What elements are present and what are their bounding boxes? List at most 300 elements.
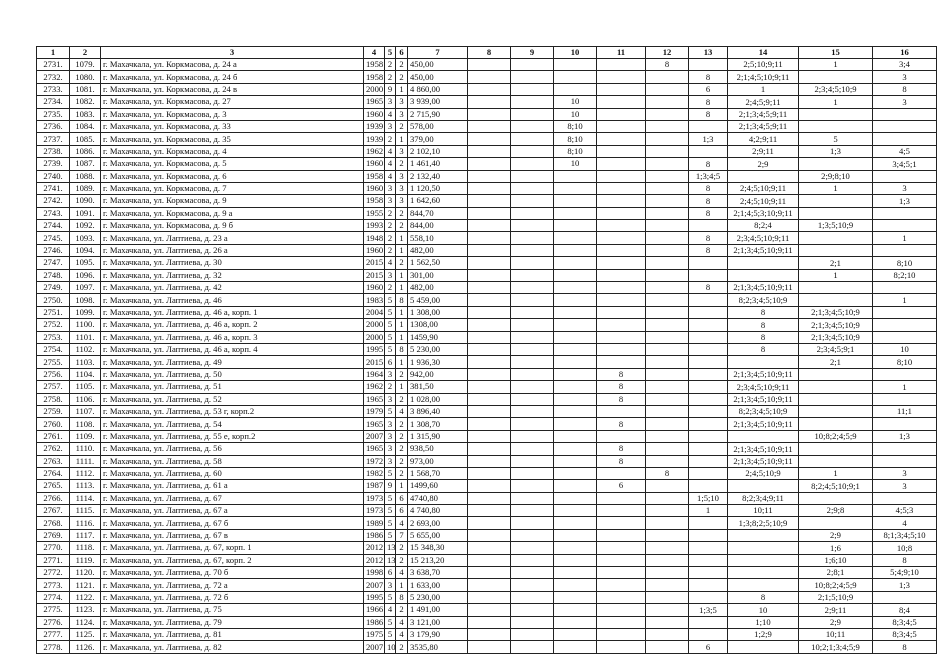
table-cell bbox=[597, 59, 646, 71]
table-cell: 4;5 bbox=[873, 145, 937, 157]
table-cell: 5 230,00 bbox=[408, 343, 468, 355]
table-cell bbox=[646, 331, 689, 343]
table-cell: г. Махачкала, ул. Коркмасова, д. 9 а bbox=[101, 207, 364, 219]
table-cell bbox=[554, 71, 597, 83]
table-cell: 2752. bbox=[37, 319, 70, 331]
table-cell bbox=[799, 158, 873, 170]
table-cell: 1 bbox=[396, 244, 408, 256]
table-cell: 1;6;10 bbox=[799, 554, 873, 566]
table-cell: 1099. bbox=[70, 306, 101, 318]
table-cell: 1 308,70 bbox=[408, 418, 468, 430]
table-cell bbox=[597, 71, 646, 83]
table-cell bbox=[511, 306, 554, 318]
table-cell: 3 939,00 bbox=[408, 96, 468, 108]
table-cell: 10;11 bbox=[728, 505, 799, 517]
table-cell bbox=[646, 393, 689, 405]
table-cell: 2 bbox=[385, 244, 396, 256]
table-cell bbox=[799, 368, 873, 380]
table-cell bbox=[511, 319, 554, 331]
table-cell: г. Махачкала, ул. Лаптиева, д. 75 bbox=[101, 604, 364, 616]
table-cell bbox=[468, 418, 511, 430]
table-cell bbox=[511, 158, 554, 170]
table-cell bbox=[511, 567, 554, 579]
table-cell: 2758. bbox=[37, 393, 70, 405]
table-cell: 2778. bbox=[37, 641, 70, 653]
table-cell: 3;4;5;1 bbox=[873, 158, 937, 170]
table-cell bbox=[689, 405, 728, 417]
table-cell: 5 bbox=[385, 616, 396, 628]
table-cell bbox=[728, 554, 799, 566]
table-cell bbox=[511, 294, 554, 306]
table-cell: 2 bbox=[385, 282, 396, 294]
table-body bbox=[37, 59, 937, 654]
table-cell bbox=[468, 182, 511, 194]
table-cell: 1960 bbox=[364, 244, 385, 256]
table-cell bbox=[468, 480, 511, 492]
table-row bbox=[37, 120, 937, 132]
table-cell bbox=[554, 492, 597, 504]
table-row bbox=[37, 96, 937, 108]
table-cell bbox=[597, 306, 646, 318]
table-cell bbox=[597, 616, 646, 628]
column-header: 6 bbox=[396, 47, 408, 59]
table-cell bbox=[554, 455, 597, 467]
column-header: 7 bbox=[408, 47, 468, 59]
table-cell: г. Махачкала, ул. Лаптиева, д. 67 в bbox=[101, 529, 364, 541]
table-cell: 2;4;5;10;9;11 bbox=[728, 182, 799, 194]
table-cell: 13 bbox=[385, 554, 396, 566]
table-cell: 2 bbox=[385, 232, 396, 244]
table-row bbox=[37, 343, 937, 355]
table-cell bbox=[468, 145, 511, 157]
table-cell bbox=[511, 368, 554, 380]
table-cell: 1966 bbox=[364, 604, 385, 616]
table-cell: 2770. bbox=[37, 542, 70, 554]
table-cell: г. Махачкала, ул. Лаптиева, д. 53 г, корп.2 bbox=[101, 405, 364, 417]
table-cell: 5 bbox=[385, 405, 396, 417]
table-cell bbox=[646, 641, 689, 653]
table-cell bbox=[597, 170, 646, 182]
table-cell: г. Махачкала, ул. Лаптиева, д. 67 а bbox=[101, 505, 364, 517]
table-cell: 1965 bbox=[364, 96, 385, 108]
table-cell: 2;1;3;4;5;10;9;11 bbox=[728, 455, 799, 467]
column-header: 16 bbox=[873, 47, 937, 59]
table-row bbox=[37, 108, 937, 120]
table-cell bbox=[728, 356, 799, 368]
table-cell: 2772. bbox=[37, 567, 70, 579]
table-cell bbox=[646, 269, 689, 281]
table-cell bbox=[873, 331, 937, 343]
table-cell: г. Махачкала, ул. Коркмасова, д. 33 bbox=[101, 120, 364, 132]
table-cell bbox=[468, 207, 511, 219]
table-cell: 10;11 bbox=[799, 628, 873, 640]
table-cell bbox=[511, 405, 554, 417]
table-cell: 10 bbox=[385, 641, 396, 653]
table-cell: 4 bbox=[396, 517, 408, 529]
table-cell bbox=[468, 282, 511, 294]
table-cell bbox=[597, 145, 646, 157]
table-cell bbox=[873, 120, 937, 132]
table-cell: 1 bbox=[396, 319, 408, 331]
table-cell bbox=[597, 158, 646, 170]
table-cell bbox=[554, 529, 597, 541]
table-cell: 2;1;3;4;5;10;9 bbox=[799, 331, 873, 343]
table-cell bbox=[646, 579, 689, 591]
table-cell bbox=[597, 257, 646, 269]
table-cell: 8;10 bbox=[554, 133, 597, 145]
table-cell: 8 bbox=[396, 294, 408, 306]
table-cell bbox=[597, 529, 646, 541]
table-cell: 1 bbox=[396, 579, 408, 591]
table-cell bbox=[728, 430, 799, 442]
table-cell: 4 bbox=[873, 517, 937, 529]
table-cell bbox=[597, 207, 646, 219]
column-header: 12 bbox=[646, 47, 689, 59]
table-cell: г. Махачкала, ул. Лаптиева, д. 81 bbox=[101, 628, 364, 640]
table-cell: 2776. bbox=[37, 616, 70, 628]
table-cell bbox=[511, 628, 554, 640]
table-cell bbox=[468, 368, 511, 380]
table-cell bbox=[554, 443, 597, 455]
table-cell bbox=[646, 529, 689, 541]
table-cell bbox=[597, 133, 646, 145]
table-row bbox=[37, 158, 937, 170]
table-cell bbox=[468, 356, 511, 368]
table-cell bbox=[511, 83, 554, 95]
table-cell: 1122. bbox=[70, 591, 101, 603]
table-cell: 1965 bbox=[364, 443, 385, 455]
table-cell bbox=[468, 195, 511, 207]
table-cell: 2;3;4;5;9;1 bbox=[799, 343, 873, 355]
table-cell bbox=[689, 381, 728, 393]
table-cell: 1955 bbox=[364, 207, 385, 219]
table-cell: 10;8;2;4;5;9 bbox=[799, 430, 873, 442]
table-cell: 1 936,30 bbox=[408, 356, 468, 368]
table-cell bbox=[597, 195, 646, 207]
table-cell bbox=[554, 83, 597, 95]
table-cell: 3 bbox=[385, 418, 396, 430]
housing-table bbox=[36, 46, 937, 654]
table-cell: г. Махачкала, ул. Коркмасова, д. 4 bbox=[101, 145, 364, 157]
table-cell: 1;3 bbox=[873, 579, 937, 591]
table-cell: 2 715,90 bbox=[408, 108, 468, 120]
column-header: 10 bbox=[554, 47, 597, 59]
table-cell: 1092. bbox=[70, 220, 101, 232]
table-cell: 2012 bbox=[364, 554, 385, 566]
table-cell: 4 bbox=[385, 604, 396, 616]
table-cell: г. Махачкала, ул. Лаптиева, д. 46 а, корп. 1 bbox=[101, 306, 364, 318]
table-cell: 2 bbox=[396, 467, 408, 479]
table-cell bbox=[646, 418, 689, 430]
table-cell: 1958 bbox=[364, 59, 385, 71]
table-row bbox=[37, 381, 937, 393]
table-cell: 3 638,70 bbox=[408, 567, 468, 579]
table-cell: 2742. bbox=[37, 195, 70, 207]
table-cell: 8;2;3;4;5;10;9 bbox=[728, 405, 799, 417]
table-cell: 1 bbox=[799, 182, 873, 194]
table-row bbox=[37, 628, 937, 640]
table-cell: 1112. bbox=[70, 467, 101, 479]
table-cell: 1 bbox=[396, 480, 408, 492]
table-cell: 4 bbox=[385, 257, 396, 269]
table-row bbox=[37, 145, 937, 157]
document-sheet bbox=[36, 46, 926, 654]
table-cell: 1110. bbox=[70, 443, 101, 455]
table-cell: 1983 bbox=[364, 294, 385, 306]
table-cell: 1973 bbox=[364, 492, 385, 504]
table-cell bbox=[468, 59, 511, 71]
table-cell: г. Махачкала, ул. Лаптиева, д. 42 bbox=[101, 282, 364, 294]
table-row bbox=[37, 467, 937, 479]
table-cell bbox=[646, 356, 689, 368]
table-cell bbox=[554, 319, 597, 331]
table-cell bbox=[554, 59, 597, 71]
table-cell bbox=[873, 220, 937, 232]
table-cell bbox=[554, 641, 597, 653]
table-cell: 3 bbox=[385, 269, 396, 281]
table-cell: 6 bbox=[396, 505, 408, 517]
table-cell bbox=[689, 368, 728, 380]
table-cell: 8 bbox=[396, 343, 408, 355]
table-cell bbox=[646, 244, 689, 256]
table-cell bbox=[468, 257, 511, 269]
table-cell bbox=[799, 492, 873, 504]
table-cell: 1101. bbox=[70, 331, 101, 343]
table-cell: 2 bbox=[396, 120, 408, 132]
table-cell bbox=[511, 170, 554, 182]
table-cell: г. Махачкала, ул. Лаптиева, д. 56 bbox=[101, 443, 364, 455]
table-cell bbox=[799, 195, 873, 207]
table-row bbox=[37, 244, 937, 256]
table-cell: 3 bbox=[385, 393, 396, 405]
table-cell bbox=[468, 517, 511, 529]
table-cell: 1103. bbox=[70, 356, 101, 368]
table-cell: 3 bbox=[385, 182, 396, 194]
table-row bbox=[37, 195, 937, 207]
table-cell: 2007 bbox=[364, 579, 385, 591]
table-cell: г. Махачкала, ул. Лаптиева, д. 79 bbox=[101, 616, 364, 628]
table-cell bbox=[511, 393, 554, 405]
table-cell: 1939 bbox=[364, 120, 385, 132]
table-cell: 1 bbox=[799, 269, 873, 281]
table-cell: 381,50 bbox=[408, 381, 468, 393]
table-row bbox=[37, 554, 937, 566]
table-row bbox=[37, 282, 937, 294]
table-cell: 2 bbox=[385, 133, 396, 145]
table-cell: 8 bbox=[646, 467, 689, 479]
table-cell: 8 bbox=[689, 207, 728, 219]
table-cell: г. Махачкала, ул. Лаптиева, д. 72 б bbox=[101, 591, 364, 603]
table-cell: 8 bbox=[728, 343, 799, 355]
table-cell bbox=[554, 604, 597, 616]
table-cell: 1958 bbox=[364, 195, 385, 207]
table-cell bbox=[689, 480, 728, 492]
table-cell bbox=[468, 306, 511, 318]
table-cell: 844,70 bbox=[408, 207, 468, 219]
table-cell: 4 bbox=[385, 108, 396, 120]
table-cell bbox=[511, 96, 554, 108]
table-cell bbox=[597, 232, 646, 244]
table-cell: 2;1;3;4;5;10;9 bbox=[799, 319, 873, 331]
table-cell bbox=[554, 554, 597, 566]
table-cell: 1 bbox=[396, 269, 408, 281]
table-cell: 2731. bbox=[37, 59, 70, 71]
table-cell bbox=[646, 455, 689, 467]
table-cell bbox=[468, 455, 511, 467]
table-cell: 2;1;3;4;5;10;9;11 bbox=[728, 244, 799, 256]
table-cell: 1 bbox=[799, 59, 873, 71]
table-cell: 8;3;4;5 bbox=[873, 628, 937, 640]
table-cell: 1 120,50 bbox=[408, 182, 468, 194]
table-cell: 1104. bbox=[70, 368, 101, 380]
table-cell: г. Махачкала, ул. Лаптиева, д. 54 bbox=[101, 418, 364, 430]
table-row bbox=[37, 232, 937, 244]
table-cell bbox=[728, 567, 799, 579]
table-cell: 3 bbox=[385, 579, 396, 591]
table-cell: 3 121,00 bbox=[408, 616, 468, 628]
table-cell: 1 308,00 bbox=[408, 306, 468, 318]
table-cell: 2761. bbox=[37, 430, 70, 442]
table-cell: 1962 bbox=[364, 145, 385, 157]
table-cell: 2759. bbox=[37, 405, 70, 417]
table-cell: 2737. bbox=[37, 133, 70, 145]
table-cell: 1 bbox=[799, 96, 873, 108]
table-cell: 2000 bbox=[364, 319, 385, 331]
table-cell bbox=[597, 269, 646, 281]
table-cell bbox=[511, 269, 554, 281]
table-cell: 10 bbox=[873, 343, 937, 355]
table-cell bbox=[597, 182, 646, 194]
table-cell: г. Махачкала, ул. Коркмасова, д. 9 bbox=[101, 195, 364, 207]
table-cell: 3 bbox=[396, 170, 408, 182]
table-cell: 1 bbox=[396, 232, 408, 244]
table-cell: 5 459,00 bbox=[408, 294, 468, 306]
table-cell: 15 213,20 bbox=[408, 554, 468, 566]
table-header-row bbox=[37, 47, 937, 59]
table-cell: 5 bbox=[385, 505, 396, 517]
table-cell bbox=[799, 405, 873, 417]
table-row bbox=[37, 529, 937, 541]
table-cell bbox=[689, 628, 728, 640]
table-cell: 2768. bbox=[37, 517, 70, 529]
table-cell: 1958 bbox=[364, 71, 385, 83]
table-cell bbox=[511, 554, 554, 566]
table-cell bbox=[646, 120, 689, 132]
table-cell: 2 bbox=[396, 604, 408, 616]
table-cell bbox=[511, 195, 554, 207]
table-cell: г. Махачкала, ул. Лаптиева, д. 67, корп. 1 bbox=[101, 542, 364, 554]
table-cell bbox=[468, 430, 511, 442]
table-cell bbox=[646, 96, 689, 108]
table-cell: 1116. bbox=[70, 517, 101, 529]
table-row bbox=[37, 492, 937, 504]
table-cell: 2;3;4;5;10;9;11 bbox=[728, 232, 799, 244]
table-cell bbox=[728, 641, 799, 653]
table-cell: 1960 bbox=[364, 158, 385, 170]
table-cell: 3;4 bbox=[873, 59, 937, 71]
table-cell bbox=[873, 282, 937, 294]
table-cell: 5 bbox=[799, 133, 873, 145]
table-cell bbox=[689, 145, 728, 157]
table-cell bbox=[554, 269, 597, 281]
table-cell bbox=[468, 393, 511, 405]
table-cell: 1;3 bbox=[689, 133, 728, 145]
table-cell bbox=[511, 467, 554, 479]
table-cell bbox=[873, 591, 937, 603]
table-cell: 8 bbox=[689, 282, 728, 294]
table-cell bbox=[511, 108, 554, 120]
table-cell: 13 bbox=[385, 542, 396, 554]
table-cell bbox=[597, 244, 646, 256]
table-cell bbox=[597, 467, 646, 479]
table-cell bbox=[799, 381, 873, 393]
table-cell bbox=[468, 343, 511, 355]
table-cell: 2733. bbox=[37, 83, 70, 95]
column-header: 13 bbox=[689, 47, 728, 59]
table-cell: 2 bbox=[385, 381, 396, 393]
table-cell: 8;10 bbox=[873, 257, 937, 269]
table-cell bbox=[689, 331, 728, 343]
table-cell: 2 bbox=[396, 59, 408, 71]
table-cell: 5 bbox=[385, 294, 396, 306]
table-cell: г. Махачкала, ул. Лаптиева, д. 61 а bbox=[101, 480, 364, 492]
table-cell bbox=[646, 368, 689, 380]
table-cell: 2767. bbox=[37, 505, 70, 517]
table-cell: 2;1;3;4;5;9;11 bbox=[728, 108, 799, 120]
table-cell bbox=[689, 443, 728, 455]
table-cell: 2751. bbox=[37, 306, 70, 318]
table-cell: 1087. bbox=[70, 158, 101, 170]
table-cell bbox=[468, 294, 511, 306]
table-cell: г. Махачкала, ул. Лаптиева, д. 67, корп. 2 bbox=[101, 554, 364, 566]
table-cell: 1113. bbox=[70, 480, 101, 492]
table-cell: г. Махачкала, ул. Коркмасова, д. 27 bbox=[101, 96, 364, 108]
table-cell: 2762. bbox=[37, 443, 70, 455]
table-cell bbox=[873, 244, 937, 256]
table-cell bbox=[799, 294, 873, 306]
table-row bbox=[37, 220, 937, 232]
table-cell bbox=[689, 393, 728, 405]
table-cell: 379,00 bbox=[408, 133, 468, 145]
table-cell bbox=[689, 591, 728, 603]
table-cell: 6 bbox=[597, 480, 646, 492]
table-row bbox=[37, 71, 937, 83]
table-cell bbox=[646, 492, 689, 504]
table-cell: 5 bbox=[385, 492, 396, 504]
table-cell: 1107. bbox=[70, 405, 101, 417]
table-row bbox=[37, 356, 937, 368]
table-cell: 5 bbox=[385, 319, 396, 331]
table-cell bbox=[689, 517, 728, 529]
table-row bbox=[37, 83, 937, 95]
table-cell bbox=[511, 492, 554, 504]
table-row bbox=[37, 604, 937, 616]
table-cell: 1095. bbox=[70, 257, 101, 269]
table-cell bbox=[597, 505, 646, 517]
table-cell: 1 642,60 bbox=[408, 195, 468, 207]
table-cell: 1093. bbox=[70, 232, 101, 244]
table-cell bbox=[873, 108, 937, 120]
table-cell bbox=[511, 418, 554, 430]
table-cell: 2;9 bbox=[728, 158, 799, 170]
table-cell: 2775. bbox=[37, 604, 70, 616]
table-cell: 2 bbox=[396, 554, 408, 566]
table-cell bbox=[799, 232, 873, 244]
table-cell bbox=[468, 641, 511, 653]
table-cell bbox=[597, 542, 646, 554]
table-cell bbox=[554, 505, 597, 517]
table-cell bbox=[511, 120, 554, 132]
